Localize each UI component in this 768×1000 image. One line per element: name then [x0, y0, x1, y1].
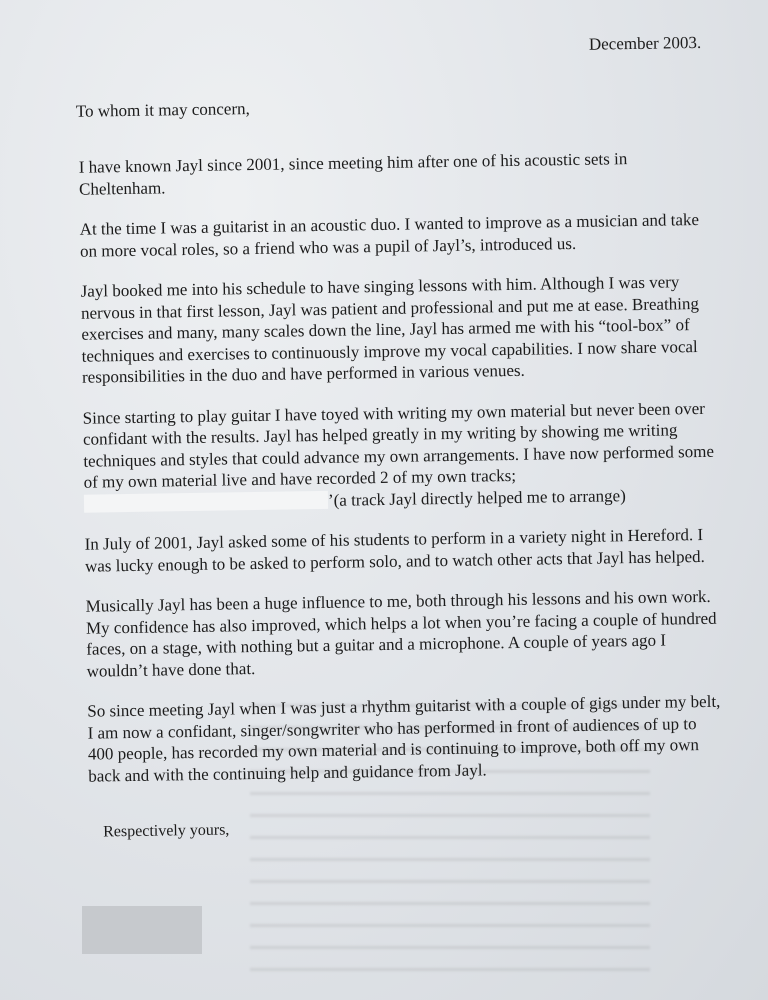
paragraph-4-text: Since starting to play guitar I have toyed with writing my own material but never been over confidant with the results. Jayl has helped greatly in my writing by showing me writing techniques and styles that could advance my own arrangements. I have now performed some of my own material live and have recorded 2 of my own tracks; [82, 398, 715, 492]
letter-body [79, 147, 725, 806]
letter-date: December 2003. [588, 32, 702, 54]
paragraph-1: I have known Jayl since 2001, since meeting him after one of his acoustic sets in Cheltenham. [78, 149, 628, 199]
redacted-signature [82, 906, 202, 954]
track-note: ’(a track Jayl directly helped me to arrange) [327, 485, 626, 510]
salutation: To whom it may concern, [75, 99, 250, 121]
closing: Respectively yours, [103, 821, 230, 841]
paragraph-5: In July of 2001, Jayl asked some of his students to perform in a variety night in Hereford. I was lucky enough to be asked to perform solo, and to watch other acts that Jayl has helped. [84, 524, 705, 576]
paragraph-6: Musically Jayl has been a huge influence to me, both through his lessons and his own work. My confidence has also improved, which helps a lot when you’re facing a couple of hundred faces, on a stage, with nothing but a guitar and a microphone. A couple of years ago I wouldn’t have done that. [85, 586, 717, 681]
paragraph-7: So since meeting Jayl when I was just a rhythm guitarist with a couple of gigs under my belt, I am now a confidant, singer/songwriter who has performed in front of audiences of up to 400 people, has recorded my own material and is continuing to improve, both off my own back and with the continuing help and guidance from Jayl. [87, 691, 721, 786]
paragraph-4 [83, 397, 721, 514]
paragraph-3: Jayl booked me into his schedule to have singing lessons with him. Although I was very nervous in that first lesson, Jayl was patient and professional and put me at ease. Breathing exercises and many, many scales down the line, Jayl has armed me with his “tool-box” of techniques and exercises to continuously improve my vocal capabilities. I now share vocal responsibilities in the duo and have performed in various venues. [80, 272, 700, 387]
paragraph-2: At the time I was a guitarist in an acoustic duo. I wanted to improve as a musician and take on more vocal roles, so a friend who was a pupil of Jayl’s, introduced us. [79, 210, 700, 261]
redacted-track-title [84, 490, 328, 512]
